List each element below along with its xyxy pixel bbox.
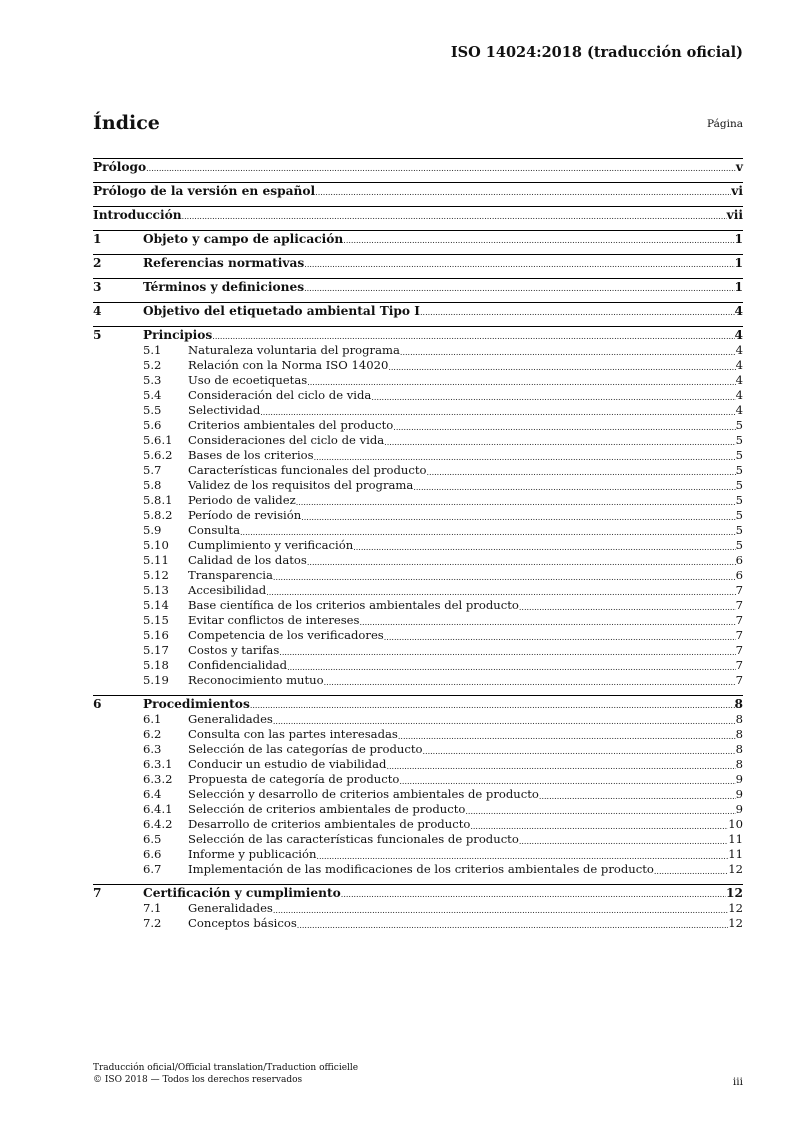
toc-subsection[interactable] bbox=[93, 538, 743, 553]
toc-subsection-page: 8 bbox=[735, 712, 743, 726]
toc-subsection-label: Conducir un estudio de viabilidad bbox=[188, 757, 387, 771]
table-of-contents bbox=[93, 158, 743, 938]
dot-leader bbox=[400, 346, 736, 358]
toc-subsection-label: Selección de las categorías de producto bbox=[188, 742, 423, 756]
toc-subsection[interactable] bbox=[93, 508, 743, 523]
toc-subsection-label: Periodo de validez bbox=[188, 493, 296, 507]
toc-subsection[interactable] bbox=[93, 358, 743, 373]
toc-subsection-page: 5 bbox=[735, 538, 743, 552]
dot-leader bbox=[212, 331, 734, 343]
toc-subsection-page: 7 bbox=[735, 598, 743, 612]
toc-subsection-page: 9 bbox=[735, 772, 743, 786]
dot-leader bbox=[388, 361, 735, 373]
dot-leader bbox=[296, 496, 736, 508]
toc-subsection-page: 8 bbox=[735, 757, 743, 771]
toc-subsection-number: 5.17 bbox=[143, 643, 169, 657]
toc-subsection-label: Características funcionales del producto bbox=[188, 463, 427, 477]
dot-leader bbox=[273, 715, 736, 727]
document-id-header: ISO 14024:2018 (traducción oficial) bbox=[450, 44, 743, 61]
toc-subsection-number: 5.10 bbox=[143, 538, 169, 552]
toc-subsection-number: 6.4.1 bbox=[143, 802, 173, 816]
toc-subsection-list bbox=[93, 343, 743, 688]
toc-section-label: Principios bbox=[143, 328, 213, 342]
dot-leader bbox=[413, 481, 735, 493]
toc-subsection-page: 9 bbox=[735, 802, 743, 816]
dot-leader bbox=[304, 259, 734, 271]
toc-subsection[interactable] bbox=[93, 448, 743, 463]
toc-section-number: 3 bbox=[93, 280, 102, 294]
toc-entry[interactable] bbox=[93, 206, 743, 223]
toc-subsection[interactable] bbox=[93, 343, 743, 358]
dot-leader bbox=[301, 511, 735, 523]
toc-subsection-page: 7 bbox=[735, 613, 743, 627]
toc-subsection-page: 7 bbox=[735, 583, 743, 597]
dot-leader bbox=[465, 805, 735, 817]
dot-leader bbox=[341, 889, 726, 901]
toc-subsection[interactable] bbox=[93, 802, 743, 817]
dot-leader bbox=[420, 307, 735, 319]
toc-entry-label: Prólogo de la versión en español bbox=[93, 184, 316, 198]
toc-subsection-number: 7.1 bbox=[143, 901, 162, 915]
toc-subsection-label: Transparencia bbox=[188, 568, 273, 582]
toc-subsection[interactable] bbox=[93, 403, 743, 418]
toc-subsection-number: 5.8.2 bbox=[143, 508, 173, 522]
toc-subsection-number: 5.19 bbox=[143, 673, 169, 687]
toc-subsection-page: 11 bbox=[728, 847, 743, 861]
toc-section-label: Referencias normativas bbox=[143, 256, 305, 270]
toc-section-page: 4 bbox=[734, 304, 743, 318]
toc-subsection[interactable] bbox=[93, 757, 743, 772]
toc-section-3[interactable] bbox=[93, 278, 743, 295]
toc-subsection-label: Selectividad bbox=[188, 403, 261, 417]
dot-leader bbox=[304, 283, 734, 295]
toc-subsection[interactable] bbox=[93, 583, 743, 598]
toc-subsection-label: Consulta bbox=[188, 523, 241, 537]
toc-subsection-page: 5 bbox=[735, 493, 743, 507]
toc-subsection-number: 5.9 bbox=[143, 523, 162, 537]
dot-leader bbox=[307, 376, 735, 388]
dot-leader bbox=[371, 391, 735, 403]
toc-section-label: Procedimientos bbox=[143, 697, 250, 711]
dot-leader bbox=[654, 865, 728, 877]
toc-subsection-page: 8 bbox=[735, 727, 743, 741]
toc-subsection[interactable] bbox=[93, 916, 743, 931]
toc-subsection-label: Informe y publicación bbox=[188, 847, 317, 861]
toc-subsection-page: 6 bbox=[735, 553, 743, 567]
dot-leader bbox=[539, 790, 736, 802]
toc-subsection[interactable] bbox=[93, 373, 743, 388]
toc-subsection-number: 6.3 bbox=[143, 742, 162, 756]
toc-subsection-page: 4 bbox=[735, 343, 743, 357]
toc-subsection-page: 5 bbox=[735, 448, 743, 462]
toc-subsection[interactable] bbox=[93, 742, 743, 757]
toc-subsection-page: 12 bbox=[728, 916, 743, 930]
toc-subsection-label: Selección y desarrollo de criterios ambientales de producto bbox=[188, 787, 539, 801]
toc-section-label: Objetivo del etiquetado ambiental Tipo I bbox=[143, 304, 420, 318]
toc-subsection-number: 7.2 bbox=[143, 916, 162, 930]
toc-subsection-label: Base científica de los criterios ambientales del producto bbox=[188, 598, 519, 612]
toc-entry[interactable] bbox=[93, 158, 743, 175]
toc-subsection-page: 12 bbox=[728, 862, 743, 876]
toc-subsection[interactable] bbox=[93, 658, 743, 673]
toc-subsection-list bbox=[93, 901, 743, 931]
toc-subsection[interactable] bbox=[93, 643, 743, 658]
toc-section-2[interactable] bbox=[93, 254, 743, 271]
toc-section-page: 1 bbox=[734, 280, 743, 294]
toc-subsection-label: Evitar conflictos de intereses bbox=[188, 613, 360, 627]
toc-subsection-number: 5.6.1 bbox=[143, 433, 173, 447]
toc-subsection-page: 4 bbox=[735, 373, 743, 387]
dot-leader bbox=[324, 676, 736, 688]
dot-leader bbox=[279, 646, 735, 658]
toc-subsection-number: 5.6.2 bbox=[143, 448, 173, 462]
dot-leader bbox=[399, 775, 735, 787]
toc-subsection-number: 5.1 bbox=[143, 343, 162, 357]
dot-leader bbox=[307, 556, 736, 568]
toc-subsection[interactable] bbox=[93, 568, 743, 583]
toc-subsection-number: 5.8.1 bbox=[143, 493, 173, 507]
toc-subsection[interactable] bbox=[93, 901, 743, 916]
toc-subsection-page: 4 bbox=[735, 403, 743, 417]
toc-subsection-page: 12 bbox=[728, 901, 743, 915]
toc-subsection-page: 5 bbox=[735, 463, 743, 477]
toc-subsection[interactable] bbox=[93, 433, 743, 448]
toc-subsection-page: 5 bbox=[735, 433, 743, 447]
toc-subsection-number: 6.4 bbox=[143, 787, 162, 801]
dot-leader bbox=[182, 211, 727, 223]
toc-section-page: 8 bbox=[734, 697, 743, 711]
toc-subsection[interactable] bbox=[93, 523, 743, 538]
toc-subsection-label: Generalidades bbox=[188, 712, 273, 726]
toc-section-4[interactable] bbox=[93, 302, 743, 319]
toc-subsection[interactable] bbox=[93, 613, 743, 628]
toc-entry-page: v bbox=[735, 160, 743, 174]
toc-section-page: 12 bbox=[726, 886, 743, 900]
dot-leader bbox=[297, 919, 728, 931]
footer-translation-note: Traducción oficial/Official translation/Traduction officielle bbox=[93, 1063, 359, 1073]
toc-subsection-label: Generalidades bbox=[188, 901, 273, 915]
dot-leader bbox=[316, 850, 728, 862]
toc-subsection-label: Calidad de los datos bbox=[188, 553, 307, 567]
toc-subsection-number: 5.5 bbox=[143, 403, 162, 417]
dot-leader bbox=[273, 571, 736, 583]
toc-subsection[interactable] bbox=[93, 388, 743, 403]
toc-subsection-number: 6.3.2 bbox=[143, 772, 173, 786]
toc-subsection-number: 6.4.2 bbox=[143, 817, 173, 831]
dot-leader bbox=[240, 526, 736, 538]
toc-subsection-page: 4 bbox=[735, 358, 743, 372]
toc-entry[interactable] bbox=[93, 182, 743, 199]
page-title: Índice bbox=[93, 112, 160, 134]
toc-subsection-page: 7 bbox=[735, 643, 743, 657]
toc-subsection-number: 5.3 bbox=[143, 373, 162, 387]
toc-subsection-label: Cumplimiento y verificación bbox=[188, 538, 354, 552]
toc-subsection-label: Uso de ecoetiquetas bbox=[188, 373, 308, 387]
toc-entry-page: vi bbox=[731, 184, 743, 198]
toc-subsection-label: Relación con la Norma ISO 14020 bbox=[188, 358, 389, 372]
footer-copyright: © ISO 2018 — Todos los derechos reservados bbox=[93, 1075, 303, 1085]
toc-subsection-label: Consulta con las partes interesadas bbox=[188, 727, 398, 741]
toc-section-number: 1 bbox=[93, 232, 102, 246]
toc-subsection-label: Naturaleza voluntaria del programa bbox=[188, 343, 400, 357]
toc-subsection-number: 6.6 bbox=[143, 847, 162, 861]
toc-subsection-number: 5.6 bbox=[143, 418, 162, 432]
toc-subsection-number: 6.2 bbox=[143, 727, 162, 741]
toc-subsection-label: Competencia de los verificadores bbox=[188, 628, 384, 642]
toc-subsection-number: 5.14 bbox=[143, 598, 169, 612]
dot-leader bbox=[386, 760, 735, 772]
toc-subsection-number: 5.2 bbox=[143, 358, 162, 372]
toc-subsection-page: 5 bbox=[735, 478, 743, 492]
toc-subsection-number: 5.12 bbox=[143, 568, 169, 582]
toc-subsection-page: 6 bbox=[735, 568, 743, 582]
dot-leader bbox=[314, 451, 736, 463]
dot-leader bbox=[422, 745, 735, 757]
toc-entry-label: Prólogo bbox=[93, 160, 147, 174]
toc-subsection-page: 5 bbox=[735, 418, 743, 432]
toc-entry-label: Introducción bbox=[93, 208, 182, 222]
toc-subsection[interactable] bbox=[93, 712, 743, 727]
toc-subsection-number: 5.11 bbox=[143, 553, 169, 567]
page-number: iii bbox=[732, 1076, 743, 1088]
dot-leader bbox=[519, 835, 728, 847]
toc-section-5[interactable] bbox=[93, 326, 743, 343]
toc-section-label: Certificación y cumplimiento bbox=[143, 886, 341, 900]
dot-leader bbox=[384, 631, 736, 643]
toc-subsection-page: 8 bbox=[735, 742, 743, 756]
dot-leader bbox=[360, 616, 736, 628]
dot-leader bbox=[398, 730, 736, 742]
toc-subsection[interactable] bbox=[93, 673, 743, 688]
toc-subsection[interactable] bbox=[93, 787, 743, 802]
toc-subsection-number: 5.13 bbox=[143, 583, 169, 597]
toc-subsection-label: Confidencialidad bbox=[188, 658, 288, 672]
toc-subsection-label: Consideraciones del ciclo de vida bbox=[188, 433, 385, 447]
dot-leader bbox=[273, 904, 728, 916]
toc-subsection-number: 6.7 bbox=[143, 862, 162, 876]
toc-subsection-page: 10 bbox=[728, 817, 743, 831]
toc-section-number: 5 bbox=[93, 328, 102, 342]
toc-subsection-label: Conceptos básicos bbox=[188, 916, 297, 930]
toc-subsection-page: 9 bbox=[735, 787, 743, 801]
toc-subsection[interactable] bbox=[93, 553, 743, 568]
dot-leader bbox=[427, 466, 736, 478]
toc-subsection-label: Costos y tarifas bbox=[188, 643, 280, 657]
dot-leader bbox=[315, 187, 731, 199]
toc-subsection-label: Selección de las características funcionales de producto bbox=[188, 832, 519, 846]
toc-subsection-page: 7 bbox=[735, 628, 743, 642]
toc-subsection[interactable] bbox=[93, 727, 743, 742]
toc-subsection-number: 5.8 bbox=[143, 478, 162, 492]
dot-leader bbox=[266, 586, 735, 598]
dot-leader bbox=[393, 421, 735, 433]
toc-subsection[interactable] bbox=[93, 772, 743, 787]
toc-subsection[interactable] bbox=[93, 463, 743, 478]
dot-leader bbox=[146, 163, 736, 175]
toc-subsection[interactable] bbox=[93, 817, 743, 832]
dot-leader bbox=[470, 820, 728, 832]
toc-subsection-label: Validez de los requisitos del programa bbox=[188, 478, 414, 492]
toc-subsection-label: Consideración del ciclo de vida bbox=[188, 388, 372, 402]
toc-section-number: 7 bbox=[93, 886, 102, 900]
toc-subsection-list bbox=[93, 712, 743, 877]
toc-subsection[interactable] bbox=[93, 832, 743, 847]
toc-subsection[interactable] bbox=[93, 478, 743, 493]
toc-section-number: 4 bbox=[93, 304, 102, 318]
toc-subsection-label: Criterios ambientales del producto bbox=[188, 418, 394, 432]
toc-subsection-page: 7 bbox=[735, 658, 743, 672]
toc-section-6[interactable] bbox=[93, 695, 743, 712]
toc-subsection-page: 7 bbox=[735, 673, 743, 687]
toc-subsection-label: Accesibilidad bbox=[188, 583, 267, 597]
toc-section-page: 4 bbox=[734, 328, 743, 342]
toc-section-page: 1 bbox=[734, 256, 743, 270]
toc-subsection-label: Desarrollo de criterios ambientales de producto bbox=[188, 817, 471, 831]
toc-subsection-page: 11 bbox=[728, 832, 743, 846]
dot-leader bbox=[384, 436, 735, 448]
toc-subsection[interactable] bbox=[93, 418, 743, 433]
dot-leader bbox=[260, 406, 735, 418]
toc-subsection-label: Selección de criterios ambientales de producto bbox=[188, 802, 466, 816]
toc-subsection-number: 5.15 bbox=[143, 613, 169, 627]
toc-subsection-label: Propuesta de categoría de producto bbox=[188, 772, 400, 786]
toc-subsection-label: Reconocimiento mutuo bbox=[188, 673, 324, 687]
toc-subsection[interactable] bbox=[93, 493, 743, 508]
toc-subsection[interactable] bbox=[93, 628, 743, 643]
dot-leader bbox=[287, 661, 736, 673]
toc-subsection-number: 5.16 bbox=[143, 628, 169, 642]
toc-subsection-number: 6.5 bbox=[143, 832, 162, 846]
toc-subsection-label: Período de revisión bbox=[188, 508, 302, 522]
toc-subsection-number: 5.18 bbox=[143, 658, 169, 672]
toc-subsection-label: Bases de los criterios bbox=[188, 448, 314, 462]
toc-section-page: 1 bbox=[734, 232, 743, 246]
toc-subsection-number: 6.1 bbox=[143, 712, 162, 726]
toc-subsection[interactable] bbox=[93, 847, 743, 862]
dot-leader bbox=[519, 601, 736, 613]
toc-section-label: Objeto y campo de aplicación bbox=[143, 232, 344, 246]
toc-subsection-page: 4 bbox=[735, 388, 743, 402]
toc-subsection-number: 5.4 bbox=[143, 388, 162, 402]
toc-section-number: 6 bbox=[93, 697, 102, 711]
footer bbox=[93, 1062, 358, 1086]
toc-subsection[interactable] bbox=[93, 862, 743, 877]
toc-section-1[interactable] bbox=[93, 230, 743, 247]
dot-leader bbox=[343, 235, 734, 247]
dot-leader bbox=[250, 700, 735, 712]
toc-subsection-page: 5 bbox=[735, 508, 743, 522]
toc-subsection-number: 6.3.1 bbox=[143, 757, 173, 771]
toc-section-label: Términos y definiciones bbox=[143, 280, 305, 294]
toc-subsection-label: Implementación de las modificaciones de los criterios ambientales de producto bbox=[188, 862, 654, 876]
page-column-label: Página bbox=[707, 118, 743, 130]
toc-subsection[interactable] bbox=[93, 598, 743, 613]
dot-leader bbox=[353, 541, 735, 553]
toc-section-7[interactable] bbox=[93, 884, 743, 901]
toc-section-number: 2 bbox=[93, 256, 102, 270]
toc-subsection-number: 5.7 bbox=[143, 463, 162, 477]
toc-subsection-page: 5 bbox=[735, 523, 743, 537]
toc-entry-page: vii bbox=[726, 208, 743, 222]
